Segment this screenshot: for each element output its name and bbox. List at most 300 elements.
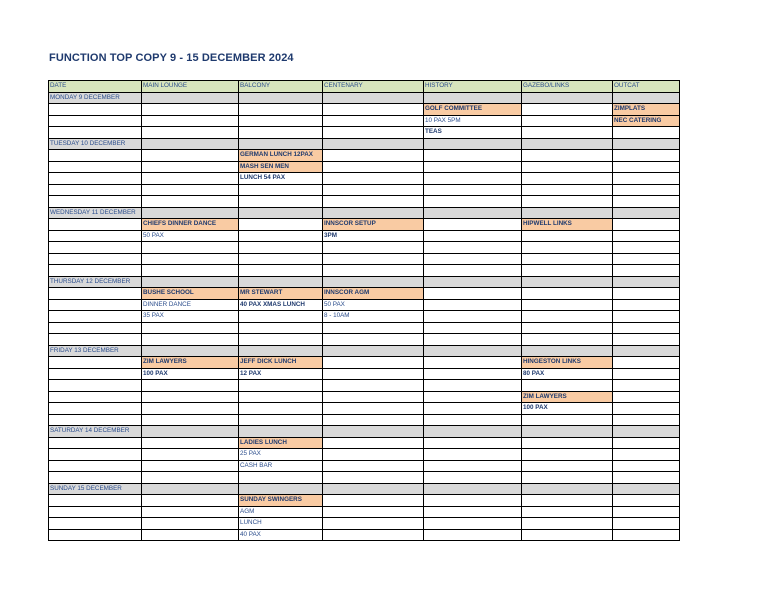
- table-cell: [424, 242, 522, 254]
- table-cell: [239, 426, 323, 438]
- table-cell: [613, 460, 680, 472]
- table-row: [49, 380, 680, 392]
- table-cell: [49, 242, 142, 254]
- table-cell: [323, 242, 424, 254]
- table-row: [49, 253, 680, 265]
- table-cell: [613, 92, 680, 104]
- table-cell: [323, 403, 424, 415]
- table-cell: ZIM LAWYERS: [142, 357, 239, 369]
- day-row: [49, 276, 680, 288]
- table-cell: [424, 368, 522, 380]
- table-row: [49, 529, 680, 541]
- table-cell: LUNCH 54 PAX: [239, 173, 323, 185]
- table-cell: SUNDAY 15 DECEMBER: [49, 483, 142, 495]
- table-cell: INNSCOR SETUP: [323, 219, 424, 231]
- table-row: [49, 460, 680, 472]
- table-cell: [49, 173, 142, 185]
- table-cell: ZIM LAWYERS: [522, 391, 613, 403]
- table-cell: [49, 219, 142, 231]
- table-cell: [522, 196, 613, 208]
- table-cell: [323, 115, 424, 127]
- table-cell: 50 PAX: [142, 230, 239, 242]
- table-cell: [613, 276, 680, 288]
- table-row: [49, 196, 680, 208]
- table-row: [49, 104, 680, 116]
- table-row: [49, 506, 680, 518]
- table-row: [49, 127, 680, 139]
- table-cell: [49, 288, 142, 300]
- table-cell: [424, 495, 522, 507]
- table-cell: [49, 403, 142, 415]
- table-cell: [424, 219, 522, 231]
- table-cell: 80 PAX: [522, 368, 613, 380]
- table-cell: [49, 230, 142, 242]
- function-schedule-table: [48, 80, 680, 541]
- table-cell: [49, 437, 142, 449]
- table-row: [49, 288, 680, 300]
- table-cell: [239, 483, 323, 495]
- table-cell: [613, 380, 680, 392]
- table-row: [49, 173, 680, 185]
- table-row: [49, 403, 680, 415]
- table-cell: [323, 437, 424, 449]
- table-cell: [142, 150, 239, 162]
- table-row: [49, 391, 680, 403]
- table-cell: [49, 357, 142, 369]
- table-cell: [239, 403, 323, 415]
- table-cell: [142, 529, 239, 541]
- table-cell: [142, 207, 239, 219]
- table-cell: LUNCH: [239, 518, 323, 530]
- table-row: [49, 518, 680, 530]
- table-cell: TUESDAY 10 DECEMBER: [49, 138, 142, 150]
- table-cell: [239, 242, 323, 254]
- table-cell: [142, 345, 239, 357]
- day-row: [49, 92, 680, 104]
- table-cell: [142, 380, 239, 392]
- table-cell: [613, 437, 680, 449]
- table-cell: [323, 196, 424, 208]
- table-cell: [424, 173, 522, 185]
- table-cell: [49, 322, 142, 334]
- table-cell: [424, 276, 522, 288]
- table-cell: [522, 184, 613, 196]
- table-row: [49, 311, 680, 323]
- day-row: [49, 138, 680, 150]
- table-cell: [49, 150, 142, 162]
- table-row: [49, 368, 680, 380]
- table-cell: [613, 322, 680, 334]
- table-cell: [239, 253, 323, 265]
- table-row: [49, 219, 680, 231]
- table-cell: [323, 265, 424, 277]
- table-cell: [613, 253, 680, 265]
- table-cell: [613, 299, 680, 311]
- day-row: [49, 426, 680, 438]
- table-cell: [424, 230, 522, 242]
- table-cell: [613, 403, 680, 415]
- table-cell: [49, 368, 142, 380]
- table-cell: [613, 242, 680, 254]
- table-cell: [142, 472, 239, 484]
- table-cell: [239, 207, 323, 219]
- table-cell: [613, 173, 680, 185]
- table-cell: [613, 219, 680, 231]
- table-cell: [323, 506, 424, 518]
- table-cell: [522, 322, 613, 334]
- table-cell: [522, 518, 613, 530]
- table-cell: [424, 403, 522, 415]
- table-cell: [613, 334, 680, 346]
- table-cell: SATURDAY 14 DECEMBER: [49, 426, 142, 438]
- table-cell: [424, 184, 522, 196]
- column-header-balcony: BALCONY: [239, 81, 323, 93]
- table-cell: [613, 414, 680, 426]
- table-cell: [323, 127, 424, 139]
- table-cell: [424, 265, 522, 277]
- table-cell: [323, 357, 424, 369]
- table-cell: CASH BAR: [239, 460, 323, 472]
- table-cell: [239, 391, 323, 403]
- table-cell: [323, 414, 424, 426]
- table-cell: [323, 104, 424, 116]
- table-cell: [613, 265, 680, 277]
- day-row: [49, 207, 680, 219]
- table-cell: [613, 472, 680, 484]
- table-row: [49, 472, 680, 484]
- table-cell: [522, 265, 613, 277]
- column-header-gazebo-links: GAZEBO/LINKS: [522, 81, 613, 93]
- table-row: [49, 150, 680, 162]
- table-cell: [613, 368, 680, 380]
- table-cell: [424, 150, 522, 162]
- table-cell: [142, 184, 239, 196]
- table-row: [49, 299, 680, 311]
- table-cell: [424, 207, 522, 219]
- table-cell: [239, 127, 323, 139]
- table-cell: [613, 529, 680, 541]
- table-cell: [49, 414, 142, 426]
- column-header-centenary: CENTENARY: [323, 81, 424, 93]
- table-cell: [142, 391, 239, 403]
- table-cell: [323, 391, 424, 403]
- table-cell: [49, 391, 142, 403]
- table-cell: [142, 506, 239, 518]
- table-cell: [239, 334, 323, 346]
- table-cell: [49, 265, 142, 277]
- table-cell: [142, 414, 239, 426]
- table-cell: [424, 299, 522, 311]
- table-cell: [613, 495, 680, 507]
- table-row: [49, 265, 680, 277]
- table-cell: [142, 276, 239, 288]
- table-cell: [239, 196, 323, 208]
- table-row: [49, 242, 680, 254]
- table-cell: [239, 472, 323, 484]
- table-cell: [49, 127, 142, 139]
- table-cell: MONDAY 9 DECEMBER: [49, 92, 142, 104]
- table-cell: [323, 207, 424, 219]
- table-cell: [522, 414, 613, 426]
- table-cell: [323, 426, 424, 438]
- table-cell: [239, 230, 323, 242]
- table-cell: [142, 403, 239, 415]
- table-cell: [49, 529, 142, 541]
- table-cell: [142, 449, 239, 461]
- table-cell: [424, 322, 522, 334]
- table-cell: [323, 345, 424, 357]
- table-cell: [323, 380, 424, 392]
- table-cell: [522, 288, 613, 300]
- table-cell: 12 PAX: [239, 368, 323, 380]
- table-cell: SUNDAY SWINGERS: [239, 495, 323, 507]
- table-cell: 40 PAX XMAS LUNCH: [239, 299, 323, 311]
- table-row: [49, 161, 680, 173]
- table-cell: [424, 288, 522, 300]
- table-cell: [424, 380, 522, 392]
- table-cell: [142, 196, 239, 208]
- table-cell: [424, 426, 522, 438]
- table-row: [49, 115, 680, 127]
- table-cell: [142, 173, 239, 185]
- table-cell: [142, 253, 239, 265]
- table-row: [49, 357, 680, 369]
- table-cell: [323, 322, 424, 334]
- table-cell: [142, 115, 239, 127]
- table-cell: GERMAN LUNCH 12PAX: [239, 150, 323, 162]
- table-cell: [239, 92, 323, 104]
- table-cell: [613, 426, 680, 438]
- table-cell: THURSDAY 12 DECEMBER: [49, 276, 142, 288]
- table-cell: [323, 368, 424, 380]
- table-cell: TEAS: [424, 127, 522, 139]
- table-cell: [522, 380, 613, 392]
- table-cell: [49, 460, 142, 472]
- table-cell: DINNER DANCE: [142, 299, 239, 311]
- table-cell: [613, 357, 680, 369]
- table-cell: [522, 104, 613, 116]
- table-cell: [49, 196, 142, 208]
- table-cell: [323, 276, 424, 288]
- table-cell: [424, 138, 522, 150]
- table-cell: [49, 518, 142, 530]
- header-row: [49, 81, 680, 93]
- table-cell: 100 PAX: [522, 403, 613, 415]
- table-cell: [522, 253, 613, 265]
- table-cell: [323, 253, 424, 265]
- table-cell: [613, 345, 680, 357]
- table-cell: [522, 483, 613, 495]
- table-row: [49, 334, 680, 346]
- table-cell: [424, 196, 522, 208]
- table-cell: [522, 207, 613, 219]
- table-cell: [522, 150, 613, 162]
- table-cell: 100 PAX: [142, 368, 239, 380]
- table-cell: [142, 242, 239, 254]
- table-cell: [239, 184, 323, 196]
- table-row: [49, 449, 680, 461]
- table-cell: 50 PAX: [323, 299, 424, 311]
- table-cell: [522, 115, 613, 127]
- table-cell: WEDNESDAY 11 DECEMBER: [49, 207, 142, 219]
- table-cell: [424, 483, 522, 495]
- table-cell: [142, 92, 239, 104]
- table-cell: 25 PAX: [239, 449, 323, 461]
- table-cell: [239, 265, 323, 277]
- table-cell: [613, 161, 680, 173]
- table-cell: [49, 115, 142, 127]
- table-cell: HINGESTON LINKS: [522, 357, 613, 369]
- table-cell: [142, 460, 239, 472]
- table-cell: [323, 173, 424, 185]
- table-cell: [323, 518, 424, 530]
- table-cell: AGM: [239, 506, 323, 518]
- table-cell: 10 PAX 5PM: [424, 115, 522, 127]
- table-cell: [613, 196, 680, 208]
- table-cell: [522, 495, 613, 507]
- column-header-outcat: OUTCAT: [613, 81, 680, 93]
- table-cell: [239, 138, 323, 150]
- table-row: [49, 414, 680, 426]
- table-cell: [49, 299, 142, 311]
- table-cell: [522, 311, 613, 323]
- table-row: [49, 230, 680, 242]
- table-cell: [613, 150, 680, 162]
- table-cell: [239, 322, 323, 334]
- table-cell: MASH SEN MEN: [239, 161, 323, 173]
- table-cell: [613, 288, 680, 300]
- column-header-main-lounge: MAIN LOUNGE: [142, 81, 239, 93]
- table-cell: [142, 437, 239, 449]
- table-cell: [323, 150, 424, 162]
- table-cell: [49, 472, 142, 484]
- day-row: [49, 483, 680, 495]
- table-cell: [142, 265, 239, 277]
- column-header-date: DATE: [49, 81, 142, 93]
- table-cell: [613, 230, 680, 242]
- table-cell: [424, 506, 522, 518]
- table-cell: BUSHE SCHOOL: [142, 288, 239, 300]
- table-cell: [522, 242, 613, 254]
- table-cell: 35 PAX: [142, 311, 239, 323]
- table-cell: [522, 472, 613, 484]
- table-cell: INNSCOR AGM: [323, 288, 424, 300]
- table-cell: [142, 138, 239, 150]
- table-cell: [239, 104, 323, 116]
- table-cell: [522, 173, 613, 185]
- table-cell: [239, 219, 323, 231]
- table-cell: [239, 345, 323, 357]
- table-cell: [142, 322, 239, 334]
- table-cell: [424, 334, 522, 346]
- table-cell: NEC CATERING: [613, 115, 680, 127]
- table-cell: [142, 518, 239, 530]
- table-cell: [613, 311, 680, 323]
- table-cell: [522, 230, 613, 242]
- table-cell: [142, 334, 239, 346]
- table-cell: [49, 184, 142, 196]
- table-cell: [49, 311, 142, 323]
- table-cell: [239, 311, 323, 323]
- table-cell: 8 - 10AM: [323, 311, 424, 323]
- table-cell: HIPWELL LINKS: [522, 219, 613, 231]
- table-cell: [239, 380, 323, 392]
- table-cell: [424, 357, 522, 369]
- table-cell: [49, 104, 142, 116]
- table-cell: [424, 92, 522, 104]
- table-cell: [424, 161, 522, 173]
- table-cell: JEFF DICK LUNCH: [239, 357, 323, 369]
- table-cell: GOLF COMMITTEE: [424, 104, 522, 116]
- table-cell: ZIMPLATS: [613, 104, 680, 116]
- table-row: [49, 322, 680, 334]
- table-cell: [522, 506, 613, 518]
- table-cell: [613, 483, 680, 495]
- table-cell: [424, 449, 522, 461]
- table-cell: [239, 276, 323, 288]
- table-cell: [142, 127, 239, 139]
- table-cell: [142, 426, 239, 438]
- table-cell: CHIEFS DINNER DANCE: [142, 219, 239, 231]
- table-cell: [613, 184, 680, 196]
- table-row: [49, 184, 680, 196]
- table-cell: [522, 529, 613, 541]
- table-cell: FRIDAY 13 DECEMBER: [49, 345, 142, 357]
- table-cell: [613, 449, 680, 461]
- table-cell: [424, 345, 522, 357]
- table-cell: [424, 529, 522, 541]
- table-cell: [424, 311, 522, 323]
- table-cell: [323, 449, 424, 461]
- table-cell: [49, 253, 142, 265]
- table-cell: [424, 414, 522, 426]
- table-cell: [522, 276, 613, 288]
- table-cell: [424, 518, 522, 530]
- table-cell: [613, 138, 680, 150]
- table-cell: [522, 299, 613, 311]
- table-cell: [49, 161, 142, 173]
- table-cell: [424, 472, 522, 484]
- table-cell: [522, 426, 613, 438]
- table-cell: [323, 92, 424, 104]
- table-cell: [49, 334, 142, 346]
- schedule-body: [49, 92, 680, 541]
- table-cell: [522, 345, 613, 357]
- table-cell: [323, 495, 424, 507]
- table-cell: [522, 437, 613, 449]
- table-cell: [239, 115, 323, 127]
- table-cell: [424, 437, 522, 449]
- day-row: [49, 345, 680, 357]
- table-cell: [424, 391, 522, 403]
- table-cell: 3PM: [323, 230, 424, 242]
- table-cell: [323, 161, 424, 173]
- table-cell: [323, 472, 424, 484]
- table-cell: [522, 449, 613, 461]
- table-cell: [613, 506, 680, 518]
- table-cell: [142, 161, 239, 173]
- table-cell: LADIES LUNCH: [239, 437, 323, 449]
- table-cell: [142, 483, 239, 495]
- table-cell: [424, 460, 522, 472]
- table-cell: [49, 449, 142, 461]
- table-row: [49, 495, 680, 507]
- column-header-history: HISTORY: [424, 81, 522, 93]
- table-cell: [522, 92, 613, 104]
- table-cell: [613, 207, 680, 219]
- table-cell: [522, 138, 613, 150]
- table-cell: [613, 391, 680, 403]
